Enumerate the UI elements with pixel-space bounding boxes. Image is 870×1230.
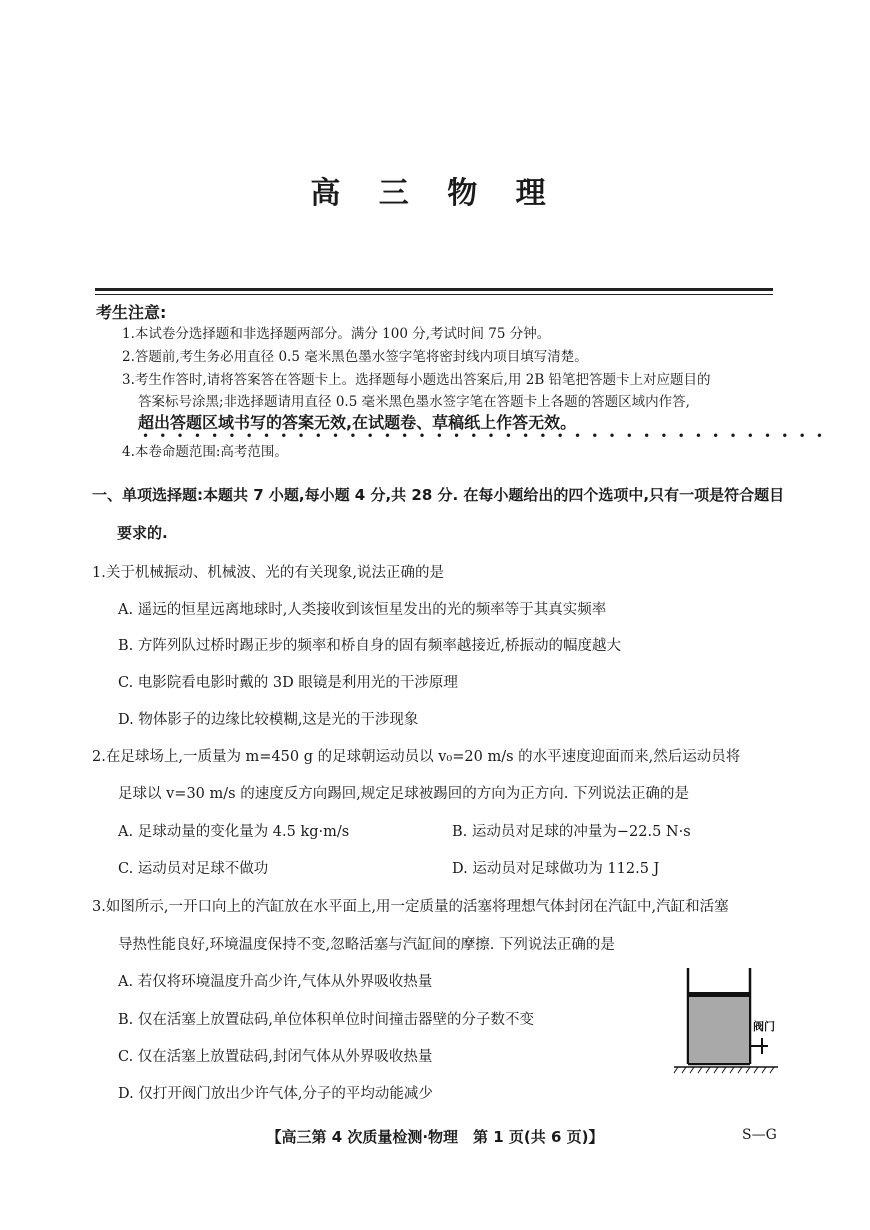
q2-option-d: D. 运动员对足球做功为 112.5 J — [452, 861, 660, 877]
footer-text: 【高三第 4 次质量检测·物理 第 1 页(共 6 页)】 — [266, 1128, 604, 1146]
notice-item-3-emphasis: 超出答题区域书写的答案无效,在试题卷、草稿纸上作答无效。 — [138, 413, 577, 432]
q1-option-b: B. 方阵列队过桥时踢正步的频率和桥自身的固有频率越接近,桥振动的幅度越大 — [118, 638, 621, 654]
emphasis-dots: •••••••••••••••••••••••••••••••••••••••• — [142, 429, 834, 443]
header-rule-thin — [95, 294, 773, 295]
q1-stem: 1.关于机械振动、机械波、光的有关现象,说法正确的是 — [92, 565, 444, 581]
notice-heading: 考生注意: — [96, 303, 167, 322]
q3-option-c: C. 仅在活塞上放置砝码,封闭气体从外界吸收热量 — [118, 1049, 433, 1065]
valve-label: 阀门 — [753, 1020, 775, 1033]
q2-option-a: A. 足球动量的变化量为 4.5 kg·m/s — [118, 824, 350, 840]
footer-code: S—G — [742, 1127, 777, 1143]
section1-heading-cont: 要求的. — [117, 524, 168, 542]
q3-option-d: D. 仅打开阀门放出少许气体,分子的平均动能减少 — [118, 1086, 433, 1102]
q2-stem-line1: 2.在足球场上,一质量为 m=450 g 的足球朝运动员以 v₀=20 m/s 的水平速度迎面而来,然后运动员将 — [92, 749, 741, 765]
ground-hatch — [674, 1067, 774, 1073]
notice-item-1: 1.本试卷分选择题和非选择题两部分。满分 100 分,考试时间 75 分钟。 — [122, 326, 551, 342]
q3-stem-line2: 导热性能良好,环境温度保持不变,忽略活塞与汽缸间的摩擦. 下列说法正确的是 — [118, 937, 615, 953]
notice-item-3: 3.考生作答时,请将答案答在答题卡上。选择题每小题选出答案后,用 2B 铅笔把答题卡上对应题目的 — [122, 372, 711, 388]
q2-stem-line2: 足球以 v=30 m/s 的速度反方向踢回,规定足球被踢回的方向为正方向. 下列说法正确的是 — [118, 786, 690, 802]
gas-region — [689, 997, 749, 1063]
q3-option-a: A. 若仅将环境温度升高少许,气体从外界吸收热量 — [118, 974, 433, 990]
page-title: 高 三 物 理 — [310, 176, 560, 211]
header-rule-thick — [95, 288, 773, 291]
cylinder-figure — [672, 966, 792, 1078]
notice-item-3-cont: 答案标号涂黑;非选择题请用直径 0.5 毫米黑色墨水签字笔在答题卡上各题的答题区域内作答, — [138, 394, 690, 410]
q2-option-b: B. 运动员对足球的冲量为−22.5 N·s — [452, 824, 691, 840]
piston — [689, 992, 749, 997]
q3-stem-line1: 3.如图所示,一开口向上的汽缸放在水平面上,用一定质量的活塞将理想气体封闭在汽缸中,汽缸和活塞 — [92, 899, 729, 915]
q1-option-c: C. 电影院看电影时戴的 3D 眼镜是利用光的干涉原理 — [118, 675, 458, 691]
q3-option-b: B. 仅在活塞上放置砝码,单位体积单位时间撞击器壁的分子数不变 — [118, 1012, 534, 1028]
q1-option-d: D. 物体影子的边缘比较模糊,这是光的干涉现象 — [118, 712, 419, 728]
q2-option-c: C. 运动员对足球不做功 — [118, 861, 269, 877]
section1-heading: 一、单项选择题:本题共 7 小题,每小题 4 分,共 28 分. 在每小题给出的四个选项中,只有一项是符合题目 — [92, 486, 785, 504]
notice-item-4: 4.本卷命题范围:高考范围。 — [122, 444, 288, 460]
notice-item-2: 2.答题前,考生务必用直径 0.5 毫米黑色墨水签字笔将密封线内项目填写清楚。 — [122, 349, 588, 365]
q1-option-a: A. 遥远的恒星远离地球时,人类接收到该恒星发出的光的频率等于其真实频率 — [118, 602, 607, 618]
